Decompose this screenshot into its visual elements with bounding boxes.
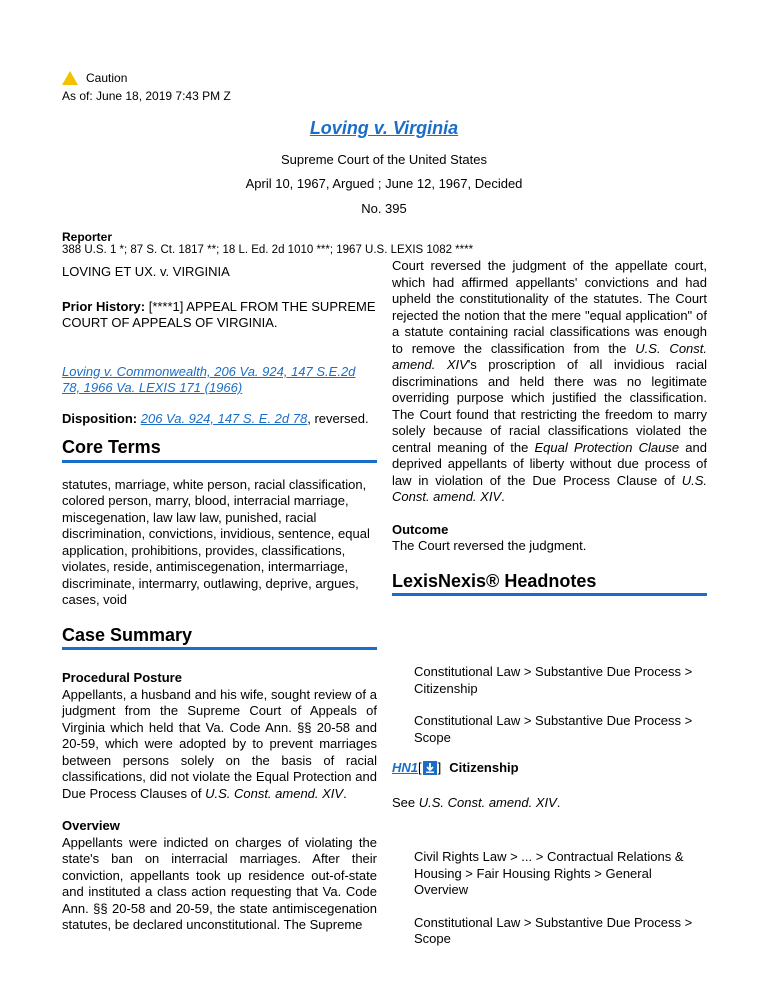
case-title-link[interactable]: Loving v. Virginia [309, 118, 459, 138]
pp-end: . [343, 785, 347, 801]
ov-text-1: Court reversed the judgment of the appellate court, which had affirmed appellants' convictions and had upheld the constitutionality of the statutes. The Court rejected the notion that the mere "equal application" of a statute containing racial classifications was enough to remove the classification from the [392, 258, 707, 356]
procedural-posture-text [62, 687, 377, 803]
right-column [392, 258, 707, 948]
procedural-posture-label: Procedural Posture [62, 670, 182, 685]
topic-fair-housing[interactable]: Civil Rights Law > ... > Contractual Relations & Housing > Fair Housing Rights > General Overview [414, 849, 684, 897]
outcome-text: The Court reversed the judgment. [392, 538, 587, 553]
case-title [0, 118, 768, 139]
prior-history-text: [****1] APPEAL FROM THE SUPREME COURT OF APPEALS OF VIRGINIA. [62, 298, 376, 330]
overview-continued [392, 258, 707, 506]
disposition [62, 411, 377, 428]
warning-triangle-icon [62, 71, 78, 85]
hn1-title: Citizenship [449, 760, 519, 775]
headnotes-heading: LexisNexis® Headnotes [392, 573, 707, 597]
hn1-end: . [556, 794, 561, 810]
as-of-date: As of: June 18, 2019 7:43 PM Z [62, 89, 231, 103]
disposition-link[interactable]: 206 Va. 924, 147 S. E. 2d 78 [140, 410, 308, 426]
prior-history-link[interactable]: Loving v. Commonwealth, 206 Va. 924, 147 S.E.2d 78, 1966 Va. LEXIS 171 (1966) [62, 363, 356, 395]
caution-label: Caution [86, 71, 128, 85]
overview-text: Appellants were indicted on charges of violating the state's ban on interracial marriages. After their conviction, appellants took up residence out-of-state and instituted a class action requesting that Va. Code Ann. §§ 20-58 and 20-59, the state antimiscegenation statutes, be declared unconstitutional. The Supreme [62, 834, 377, 932]
ov-text-4: . [501, 489, 505, 504]
topic-citizenship[interactable]: Constitutional Law > Substantive Due Process > Citizenship [414, 664, 693, 696]
pp-cite: U.S. Const. amend. XIV [205, 785, 344, 801]
overview-label: Overview [62, 818, 120, 833]
core-terms-list: statutes, marriage, white person, racial classification, colored person, marry, blood, interracial marriage, miscegenation, law law law, punished, racial discrimination, convictions, invidious, sentence, equal application, prohibitions, provides, classifications, violates, reside, antimiscegenation, intermarriage, discriminate, intermarry, outlawing, deprive, argues, cases, void [62, 476, 370, 607]
caution-indicator [62, 71, 127, 85]
reporter-label: Reporter [62, 230, 113, 244]
prior-history-label: Prior History: [62, 298, 146, 314]
reporter-citation: 388 U.S. 1 *; 87 S. Ct. 1817 **; 18 L. Ed. 2d 1010 ***; 1967 U.S. LEXIS 1082 **** [62, 244, 474, 256]
topic-scope-2[interactable]: Constitutional Law > Substantive Due Process > Scope [414, 914, 693, 946]
ov-text-2: 's proscription of all invidious racial discriminations and held there was no legitimate overriding purpose which justified the classification. The Court found that restricting the freedom to marry solely because of racial classifications violated the central meaning of the [392, 357, 707, 455]
pp-text: Appellants, a husband and his wife, sought review of a judgment from the Supreme Court of Appeals of Virginia which held that Va. Code Ann. §§ 20-58 and 20-59, which were adopted by to prevent marriages between persons solely on the basis of racial classifications, did not violate the Equal Protection and Due Process Clauses of [62, 686, 377, 801]
disposition-suffix: , reversed. [307, 410, 369, 426]
hn1-link[interactable]: HN1 [392, 760, 419, 775]
parties: LOVING ET UX. v. VIRGINIA [62, 264, 230, 279]
ov-cite-1: U.S. Const. amend. XIV [392, 340, 708, 372]
left-column [62, 264, 377, 934]
bracket-open: [ [418, 760, 422, 775]
outcome-label: Outcome [392, 521, 449, 537]
prior-history-link-para [62, 364, 377, 397]
docket-number: No. 395 [361, 201, 407, 216]
topic-scope[interactable]: Constitutional Law > Substantive Due Process > Scope [414, 713, 693, 745]
case-summary-heading: Case Summary [62, 627, 377, 651]
download-icon[interactable] [423, 761, 437, 775]
hn1-see: See [392, 794, 419, 810]
ov-cite-3: U.S. Const. amend. XIV [392, 472, 707, 504]
disposition-label: Disposition: [62, 410, 138, 426]
core-terms-heading: Core Terms [62, 439, 377, 463]
bracket-close: ] [437, 760, 442, 775]
prior-history [62, 299, 377, 332]
hn1-text [392, 795, 707, 812]
ov-text-3: and deprived appellants of liberty without due process of law in violation of the Due Process Clause of [392, 439, 707, 488]
hn1-cite: U.S. Const. amend. XIV [418, 794, 557, 810]
court-name: Supreme Court of the United States [281, 152, 487, 167]
case-dates: April 10, 1967, Argued ; June 12, 1967, Decided [245, 176, 523, 191]
ov-cite-2: Equal Protection Clause [534, 439, 680, 455]
headnote-1-header [392, 760, 707, 777]
